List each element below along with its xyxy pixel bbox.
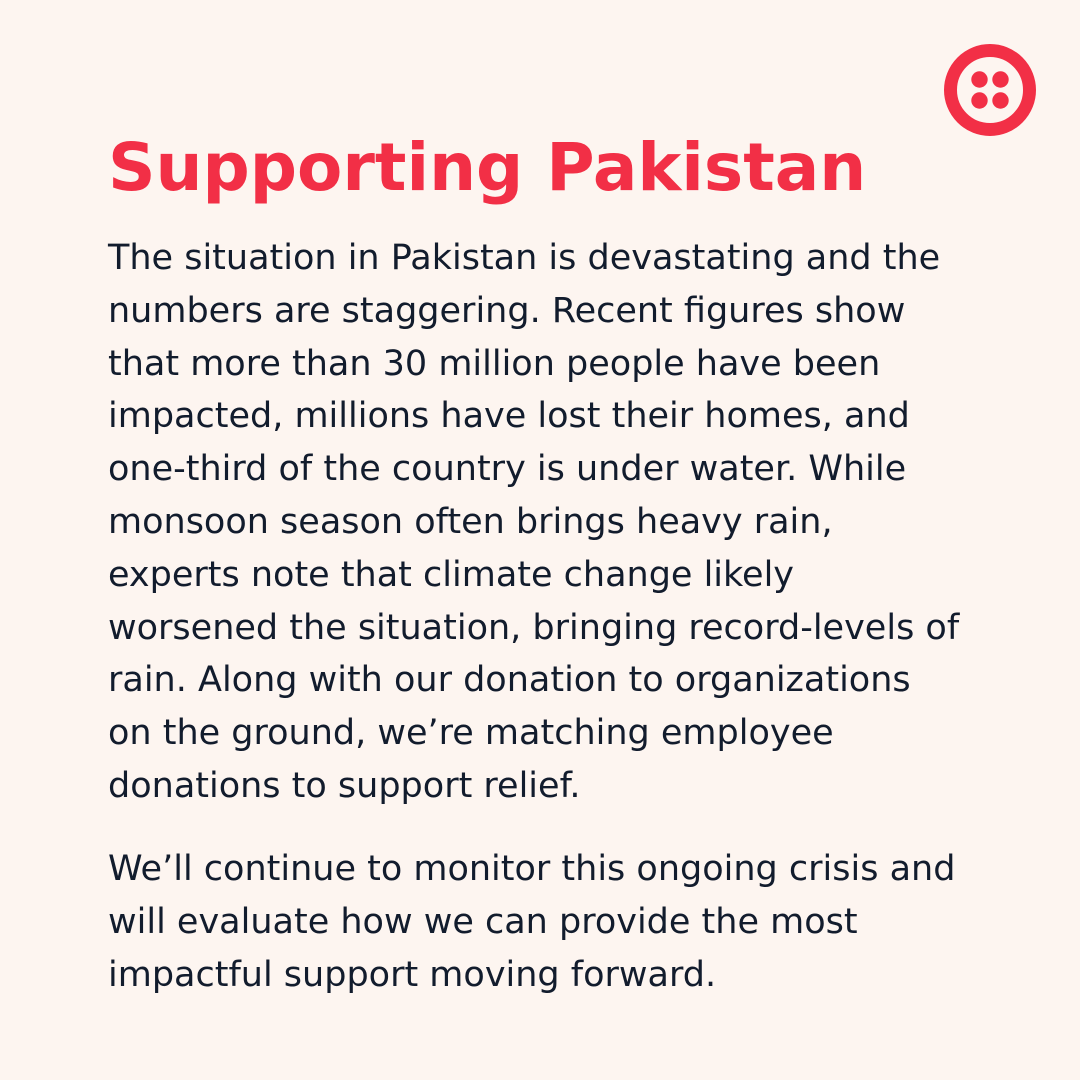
paragraph-line: one-third of the country is under water. While <box>108 449 907 490</box>
page-title: Supporting Pakistan <box>108 129 867 206</box>
paragraph-line: experts note that climate change likely <box>108 554 795 595</box>
paragraph-line: numbers are staggering. Recent figures show <box>108 290 906 331</box>
paragraph-line: donations to support relief. <box>108 765 581 806</box>
body-paragraph-2 <box>108 843 1008 1001</box>
paragraph-line: We’ll continue to monitor this ongoing crisis and <box>108 849 956 889</box>
paragraph-line: rain. Along with our donation to organizations <box>108 660 911 701</box>
paragraph-line: that more than 30 million people have been <box>108 343 881 384</box>
paragraph-line: worsened the situation, bringing record-levels of <box>108 607 960 648</box>
twilio-logo-icon <box>944 44 1036 136</box>
body-paragraph-1 <box>108 232 1008 813</box>
paragraph-line: The situation in Pakistan is devastating and the <box>108 238 941 278</box>
paragraph-line: impacted, millions have lost their homes, and <box>108 396 910 437</box>
paragraph-line: on the ground, we’re matching employee <box>108 713 834 754</box>
paragraph-line: monsoon season often brings heavy rain, <box>108 501 833 542</box>
paragraph-line: impactful support moving forward. <box>108 954 717 995</box>
paragraph-line: will evaluate how we can provide the most <box>108 901 858 942</box>
